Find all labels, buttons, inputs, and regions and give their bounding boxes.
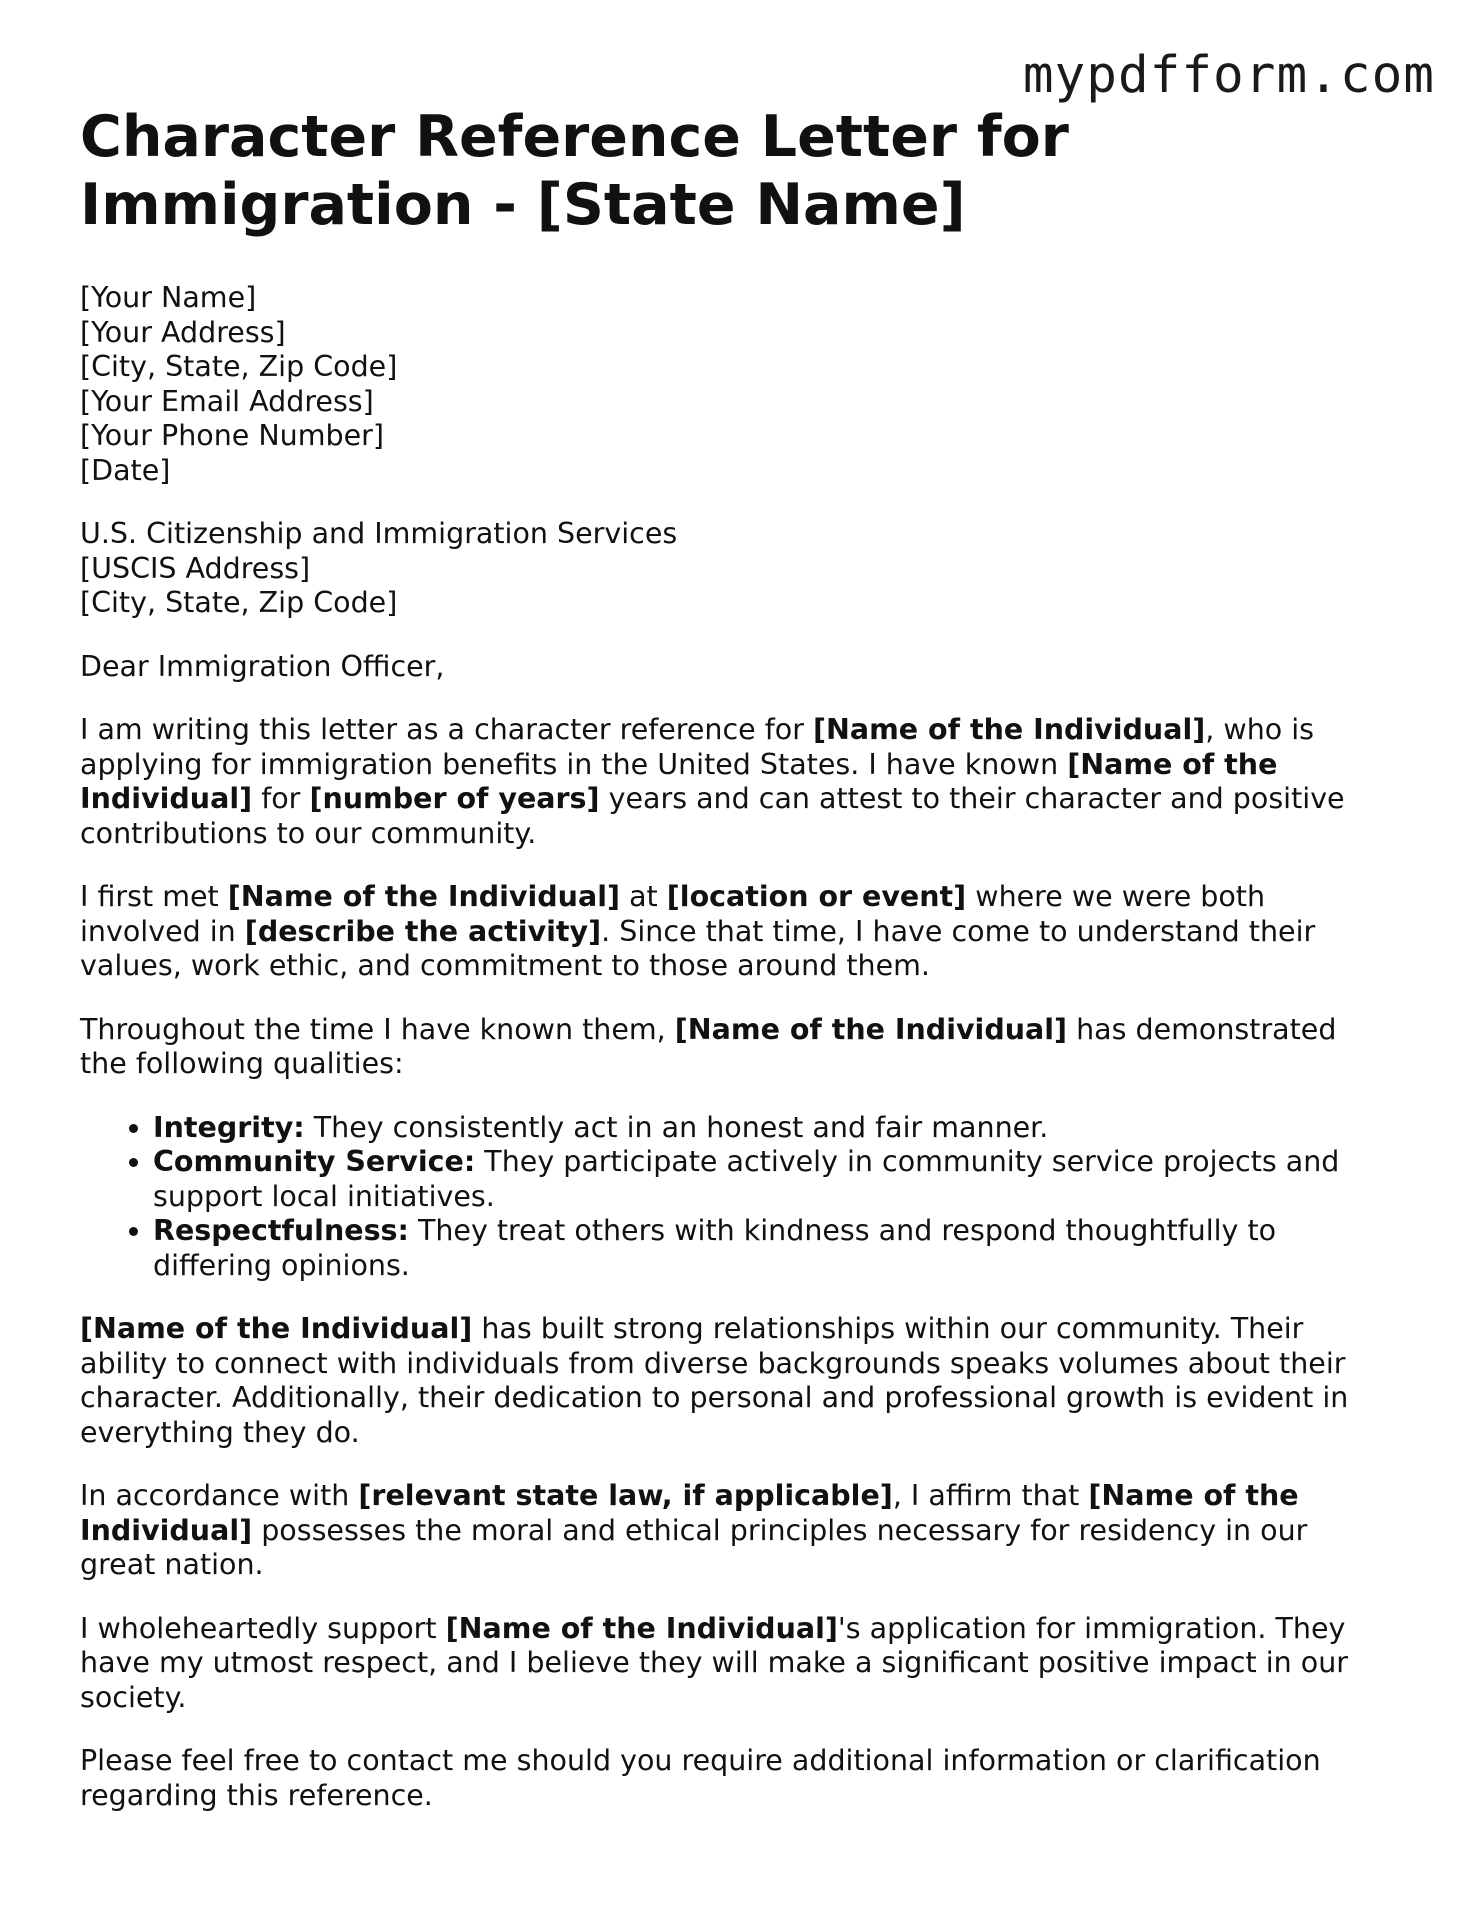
quality-label: Respectfulness:: [153, 1214, 409, 1247]
paragraph-introduction: [80, 713, 1380, 851]
text-span: , who is applying for immigration benefits in the United States. I have known: [80, 713, 1315, 781]
text-span: Throughout the time I have known them,: [80, 1012, 675, 1046]
text-span: possesses the moral and ethical principles necessary for residency in our great nation.: [80, 1513, 1308, 1581]
page-title: Character Reference Letter for Immigration - [State Name]: [80, 104, 1069, 238]
list-item: [153, 1214, 1380, 1283]
text-span: I first met: [80, 880, 228, 913]
quality-text: They treat others with kindness and respond thoughtfully to differing opinions.: [153, 1214, 1277, 1282]
placeholder-individual-name: [Name of the Individual]: [674, 1012, 1068, 1046]
text-span: 's application for immigration. They have my utmost respect, and I believe they will make a significant positive impact in our society.: [80, 1611, 1348, 1714]
quality-text: They participate actively in community service projects and support local initiatives.: [153, 1145, 1340, 1213]
paragraph-relationships: [80, 1312, 1380, 1450]
letter-date: [Date]: [80, 453, 171, 487]
paragraph-affirmation: [80, 1479, 1380, 1583]
recipient-city-state-zip: [City, State, Zip Code]: [80, 586, 398, 619]
text-span: where we were both involved in: [80, 880, 1266, 948]
text-span: has built strong relationships within our community. Their ability to connect with individuals from diverse backgrounds speaks volumes about their character. Additionally, their dedication to personal and professional growth is evident in everything they do.: [80, 1312, 1349, 1449]
placeholder-state-law: [relevant state law, if applicable]: [358, 1479, 893, 1512]
quality-label: Community Service:: [153, 1145, 476, 1178]
text-span: Please feel free to contact me should you require additional information or clarification regarding this reference.: [80, 1744, 1321, 1812]
paragraph-first-meeting: [80, 880, 1380, 984]
letter-page: [80, 103, 1380, 1842]
placeholder-activity: [describe the activity]: [244, 914, 602, 948]
watermark-logo: mypdfform.com: [1022, 46, 1435, 105]
recipient-block: [80, 517, 1380, 621]
sender-address: [Your Address]: [80, 315, 286, 349]
text-span: I wholeheartedly support: [80, 1611, 446, 1645]
paragraph-support: [80, 1612, 1380, 1716]
text-span: at: [620, 880, 667, 913]
sender-name: [Your Name]: [80, 281, 257, 314]
paragraph-qualities-intro: [80, 1013, 1380, 1082]
placeholder-individual-name: [Name of the Individual]: [80, 747, 1278, 815]
list-item: [153, 1145, 1380, 1214]
sender-email: [Your Email Address]: [80, 384, 374, 418]
sender-block: [80, 281, 1380, 488]
salutation: Dear Immigration Officer,: [80, 649, 445, 683]
qualities-list: [80, 1111, 1380, 1284]
recipient-address: [USCIS Address]: [80, 551, 311, 585]
placeholder-individual-name: [Name of the Individual]: [813, 713, 1206, 746]
text-span: , I affirm that: [892, 1479, 1089, 1512]
placeholder-location: [location or event]: [666, 880, 967, 913]
placeholder-individual-name: [Name of the Individual]: [445, 1611, 838, 1645]
placeholder-individual-name: [Name of the Individual]: [227, 880, 621, 913]
text-span: has demonstrated the following qualities:: [80, 1012, 1337, 1080]
sender-city-state-zip: [City, State, Zip Code]: [80, 350, 398, 383]
text-span: years and can attest to their character and positive contributions to our community.: [80, 782, 1345, 850]
text-span: . Since that time, I have come to understand their values, work ethic, and commitment to those around them.: [80, 914, 1316, 982]
text-span: In accordance with: [80, 1479, 359, 1512]
recipient-agency: U.S. Citizenship and Immigration Services: [80, 517, 678, 550]
text-span: I am writing this letter as a character reference for: [80, 713, 813, 746]
quality-label: Integrity:: [153, 1110, 305, 1144]
sender-phone: [Your Phone Number]: [80, 419, 384, 452]
text-span: for: [252, 782, 310, 815]
placeholder-number-of-years: [number of years]: [309, 782, 600, 815]
placeholder-individual-name: [Name of the Individual]: [80, 1312, 473, 1345]
quality-text: They consistently act in an honest and fair manner.: [304, 1110, 1049, 1144]
placeholder-individual-name: [Name of the Individual]: [80, 1479, 1299, 1547]
paragraph-closing: [80, 1744, 1380, 1813]
list-item: [153, 1111, 1380, 1146]
